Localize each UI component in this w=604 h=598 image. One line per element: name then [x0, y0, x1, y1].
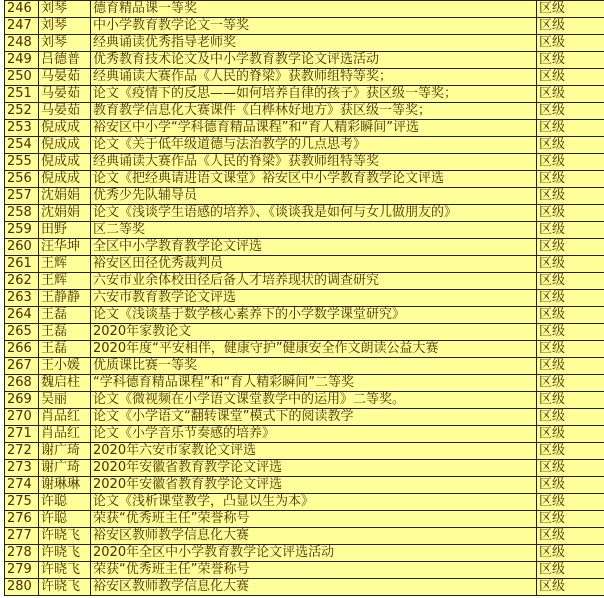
name-cell[interactable]: 马晏茹 [39, 86, 91, 103]
name-cell[interactable]: 倪成成 [39, 171, 91, 188]
level-cell[interactable]: 区级 [537, 18, 604, 35]
row-number-cell[interactable]: 246 [5, 1, 39, 18]
name-cell[interactable]: 王小媛 [39, 358, 91, 375]
award-item-cell[interactable]: 论文《疫情下的反思——如何培养自律的孩子》获区级一等奖； [91, 86, 537, 103]
table-row [5, 307, 604, 324]
table-row [5, 120, 604, 137]
award-item-cell[interactable]: 2020年安徽省教育教学论文评选 [91, 477, 537, 494]
level-cell[interactable]: 区级 [537, 443, 604, 460]
table-row [5, 545, 604, 562]
level-cell[interactable]: 区级 [537, 341, 604, 358]
level-cell[interactable]: 区级 [537, 562, 604, 579]
name-cell[interactable]: 马晏茹 [39, 69, 91, 86]
row-number-cell[interactable]: 250 [5, 69, 39, 86]
table-row [5, 358, 604, 375]
row-number-cell[interactable]: 253 [5, 120, 39, 137]
row-number-cell[interactable]: 267 [5, 358, 39, 375]
row-number-cell[interactable]: 266 [5, 341, 39, 358]
table-row [5, 273, 604, 290]
table-row [5, 137, 604, 154]
row-number-cell[interactable]: 258 [5, 205, 39, 222]
row-number-cell[interactable]: 279 [5, 562, 39, 579]
table-row [5, 579, 604, 596]
table-row [5, 171, 604, 188]
level-cell[interactable]: 区级 [537, 256, 604, 273]
name-cell[interactable]: 王磊 [39, 324, 91, 341]
row-number-cell[interactable]: 247 [5, 18, 39, 35]
row-number-cell[interactable]: 248 [5, 35, 39, 52]
row-number-cell[interactable]: 249 [5, 52, 39, 69]
table-row [5, 392, 604, 409]
row-number-cell[interactable]: 276 [5, 511, 39, 528]
name-cell[interactable]: 马晏茹 [39, 103, 91, 120]
level-cell[interactable]: 区级 [537, 477, 604, 494]
level-cell[interactable]: 区级 [537, 154, 604, 171]
table-row [5, 18, 604, 35]
row-number-cell[interactable]: 262 [5, 273, 39, 290]
level-cell[interactable]: 区级 [537, 1, 604, 18]
table-body [5, 1, 604, 596]
table-row [5, 86, 604, 103]
name-cell[interactable]: 王磊 [39, 341, 91, 358]
level-cell[interactable]: 区级 [537, 205, 604, 222]
name-cell[interactable]: 许聪 [39, 511, 91, 528]
level-cell[interactable]: 区级 [537, 358, 604, 375]
table-row [5, 222, 604, 239]
name-cell[interactable]: 刘琴 [39, 35, 91, 52]
table-row [5, 409, 604, 426]
name-cell[interactable]: 谢琳琳 [39, 477, 91, 494]
table-row [5, 341, 604, 358]
table-row [5, 426, 604, 443]
level-cell[interactable]: 区级 [537, 375, 604, 392]
award-item-cell[interactable]: 论文《浅析课堂教学，凸显以生为本》 [91, 494, 537, 511]
award-item-cell[interactable]: 裕安区教师教学信息化大赛 [91, 579, 537, 596]
row-number-cell[interactable]: 270 [5, 409, 39, 426]
table-row [5, 443, 604, 460]
award-item-cell[interactable]: 经典诵读优秀指导老师奖 [91, 35, 537, 52]
award-item-cell[interactable]: 全区中小学教育教学论文评选 [91, 239, 537, 256]
name-cell[interactable]: 倪成成 [39, 120, 91, 137]
award-item-cell[interactable]: 论文《把经典请进语文课堂》裕安区中小学教育教学论文评选 [91, 171, 537, 188]
table-row [5, 290, 604, 307]
row-number-cell[interactable]: 272 [5, 443, 39, 460]
level-cell[interactable]: 区级 [537, 35, 604, 52]
award-item-cell[interactable]: 裕安区田径优秀裁判员 [91, 256, 537, 273]
level-cell[interactable]: 区级 [537, 188, 604, 205]
table-row [5, 35, 604, 52]
table-row [5, 239, 604, 256]
award-item-cell[interactable]: 荣获“优秀班主任”荣誉称号 [91, 511, 537, 528]
level-cell[interactable]: 区级 [537, 137, 604, 154]
name-cell[interactable]: 王辉 [39, 256, 91, 273]
award-item-cell[interactable]: 论文《小学语文“翻转课堂”模式下的阅读教学 [91, 409, 537, 426]
name-cell[interactable]: 沈娟娟 [39, 205, 91, 222]
table-row [5, 477, 604, 494]
table-row [5, 460, 604, 477]
name-cell[interactable]: 吴丽 [39, 392, 91, 409]
row-number-cell[interactable]: 263 [5, 290, 39, 307]
table-row [5, 562, 604, 579]
level-cell[interactable]: 区级 [537, 103, 604, 120]
table-row [5, 52, 604, 69]
name-cell[interactable]: 刘琴 [39, 18, 91, 35]
level-cell[interactable]: 区级 [537, 239, 604, 256]
level-cell[interactable]: 区级 [537, 86, 604, 103]
name-cell[interactable]: 吕德普 [39, 52, 91, 69]
level-cell[interactable]: 区级 [537, 409, 604, 426]
name-cell[interactable]: 许晓飞 [39, 579, 91, 596]
level-cell[interactable]: 区级 [537, 290, 604, 307]
award-item-cell[interactable]: 优质课比赛一等奖 [91, 358, 537, 375]
row-number-cell[interactable]: 271 [5, 426, 39, 443]
row-number-cell[interactable]: 275 [5, 494, 39, 511]
name-cell[interactable]: 倪成成 [39, 137, 91, 154]
row-number-cell[interactable]: 259 [5, 222, 39, 239]
level-cell[interactable]: 区级 [537, 494, 604, 511]
award-item-cell[interactable]: 德育精品课一等奖 [91, 1, 537, 18]
row-number-cell[interactable]: 277 [5, 528, 39, 545]
award-item-cell[interactable]: 区二等奖 [91, 222, 537, 239]
level-cell[interactable]: 区级 [537, 511, 604, 528]
award-item-cell[interactable]: 论文《浅谈学生语感的培养》、《谈谈我是如何与女儿做朋友的》 [91, 205, 537, 222]
row-number-cell[interactable]: 264 [5, 307, 39, 324]
award-item-cell[interactable]: 中小学教育教学论文一等奖 [91, 18, 537, 35]
award-item-cell[interactable]: 论文《关于低年级道德与法治教学的几点思考》 [91, 137, 537, 154]
award-item-cell[interactable]: 经典诵读大赛作品《人民的脊梁》获教师组特等奖 [91, 154, 537, 171]
name-cell[interactable]: 谢广琦 [39, 460, 91, 477]
award-item-cell[interactable]: 荣获“优秀班主任”荣誉称号 [91, 562, 537, 579]
award-item-cell[interactable]: “学科德育精品课程”和“育人精彩瞬间”二等奖 [91, 375, 537, 392]
row-number-cell[interactable]: 254 [5, 137, 39, 154]
row-number-cell[interactable]: 260 [5, 239, 39, 256]
award-item-cell[interactable]: 优秀教育技术论文及中小学教育教学论文评选活动 [91, 52, 537, 69]
name-cell[interactable]: 肖品红 [39, 409, 91, 426]
level-cell[interactable]: 区级 [537, 528, 604, 545]
table-row [5, 188, 604, 205]
row-number-cell[interactable]: 255 [5, 154, 39, 171]
name-cell[interactable]: 许聪 [39, 494, 91, 511]
name-cell[interactable]: 肖品红 [39, 426, 91, 443]
level-cell[interactable]: 区级 [537, 120, 604, 137]
table-row [5, 528, 604, 545]
level-cell[interactable]: 区级 [537, 460, 604, 477]
award-item-cell[interactable]: 裕安区中小学“学科德育精品课程”和“育人精彩瞬间”评选 [91, 120, 537, 137]
row-number-cell[interactable]: 269 [5, 392, 39, 409]
spreadsheet [4, 0, 604, 598]
table-row [5, 69, 604, 86]
name-cell[interactable]: 沈娟娟 [39, 188, 91, 205]
award-item-cell[interactable]: 论文《浅谈基于数学核心素养下的小学数学课堂研究》 [91, 307, 537, 324]
level-cell[interactable]: 区级 [537, 307, 604, 324]
award-item-cell[interactable]: 裕安区教师教学信息化大赛 [91, 528, 537, 545]
name-cell[interactable]: 刘琴 [39, 1, 91, 18]
name-cell[interactable]: 王辉 [39, 273, 91, 290]
level-cell[interactable]: 区级 [537, 426, 604, 443]
row-number-cell[interactable]: 273 [5, 460, 39, 477]
award-item-cell[interactable]: 教育教学信息化大赛课件《白桦林好地方》获区级一等奖； [91, 103, 537, 120]
award-item-cell[interactable]: 2020年度“平安相伴，健康守护”健康安全作文朗读公益大赛 [91, 341, 537, 358]
level-cell[interactable]: 区级 [537, 579, 604, 596]
award-item-cell[interactable]: 经典诵读大赛作品《人民的脊梁》获教师组特等奖； [91, 69, 537, 86]
name-cell[interactable]: 许晓飞 [39, 562, 91, 579]
name-cell[interactable]: 许晓飞 [39, 528, 91, 545]
name-cell[interactable]: 谢广琦 [39, 443, 91, 460]
award-item-cell[interactable]: 2020年安徽省教育教学论文评选 [91, 460, 537, 477]
table-row [5, 256, 604, 273]
row-number-cell[interactable]: 256 [5, 171, 39, 188]
awards-table [4, 0, 604, 596]
name-cell[interactable]: 王磊 [39, 307, 91, 324]
row-number-cell[interactable]: 252 [5, 103, 39, 120]
name-cell[interactable]: 魏启柱 [39, 375, 91, 392]
row-number-cell[interactable]: 268 [5, 375, 39, 392]
table-row [5, 154, 604, 171]
award-item-cell[interactable]: 论文《微视频在小学语文课堂教学中的运用》二等奖。 [91, 392, 537, 409]
table-row [5, 1, 604, 18]
row-number-cell[interactable]: 251 [5, 86, 39, 103]
table-row [5, 205, 604, 222]
award-item-cell[interactable]: 六安市业余体校田径后备人才培养现状的调查研究 [91, 273, 537, 290]
row-number-cell[interactable]: 280 [5, 579, 39, 596]
row-number-cell[interactable]: 257 [5, 188, 39, 205]
award-item-cell[interactable]: 2020年六安市家教论文评选 [91, 443, 537, 460]
level-cell[interactable]: 区级 [537, 392, 604, 409]
row-number-cell[interactable]: 274 [5, 477, 39, 494]
name-cell[interactable]: 许晓飞 [39, 545, 91, 562]
table-row [5, 511, 604, 528]
name-cell[interactable]: 田野 [39, 222, 91, 239]
level-cell[interactable]: 区级 [537, 273, 604, 290]
award-item-cell[interactable]: 2020年家教论文 [91, 324, 537, 341]
row-number-cell[interactable]: 261 [5, 256, 39, 273]
award-item-cell[interactable]: 2020年全区中小学教育教学论文评选活动 [91, 545, 537, 562]
level-cell[interactable]: 区级 [537, 171, 604, 188]
level-cell[interactable]: 区级 [537, 545, 604, 562]
table-row [5, 494, 604, 511]
table-row [5, 103, 604, 120]
level-cell[interactable]: 区级 [537, 52, 604, 69]
table-row [5, 375, 604, 392]
row-number-cell[interactable]: 265 [5, 324, 39, 341]
level-cell[interactable]: 区级 [537, 222, 604, 239]
name-cell[interactable]: 倪成成 [39, 154, 91, 171]
level-cell[interactable]: 区级 [537, 69, 604, 86]
award-item-cell[interactable]: 六安市教育教学论文评选 [91, 290, 537, 307]
award-item-cell[interactable]: 论文《小学音乐节奏感的培养》 [91, 426, 537, 443]
award-item-cell[interactable]: 优秀少先队辅导员 [91, 188, 537, 205]
name-cell[interactable]: 王静静 [39, 290, 91, 307]
row-number-cell[interactable]: 278 [5, 545, 39, 562]
name-cell[interactable]: 汪华坤 [39, 239, 91, 256]
level-cell[interactable]: 区级 [537, 324, 604, 341]
table-row [5, 324, 604, 341]
